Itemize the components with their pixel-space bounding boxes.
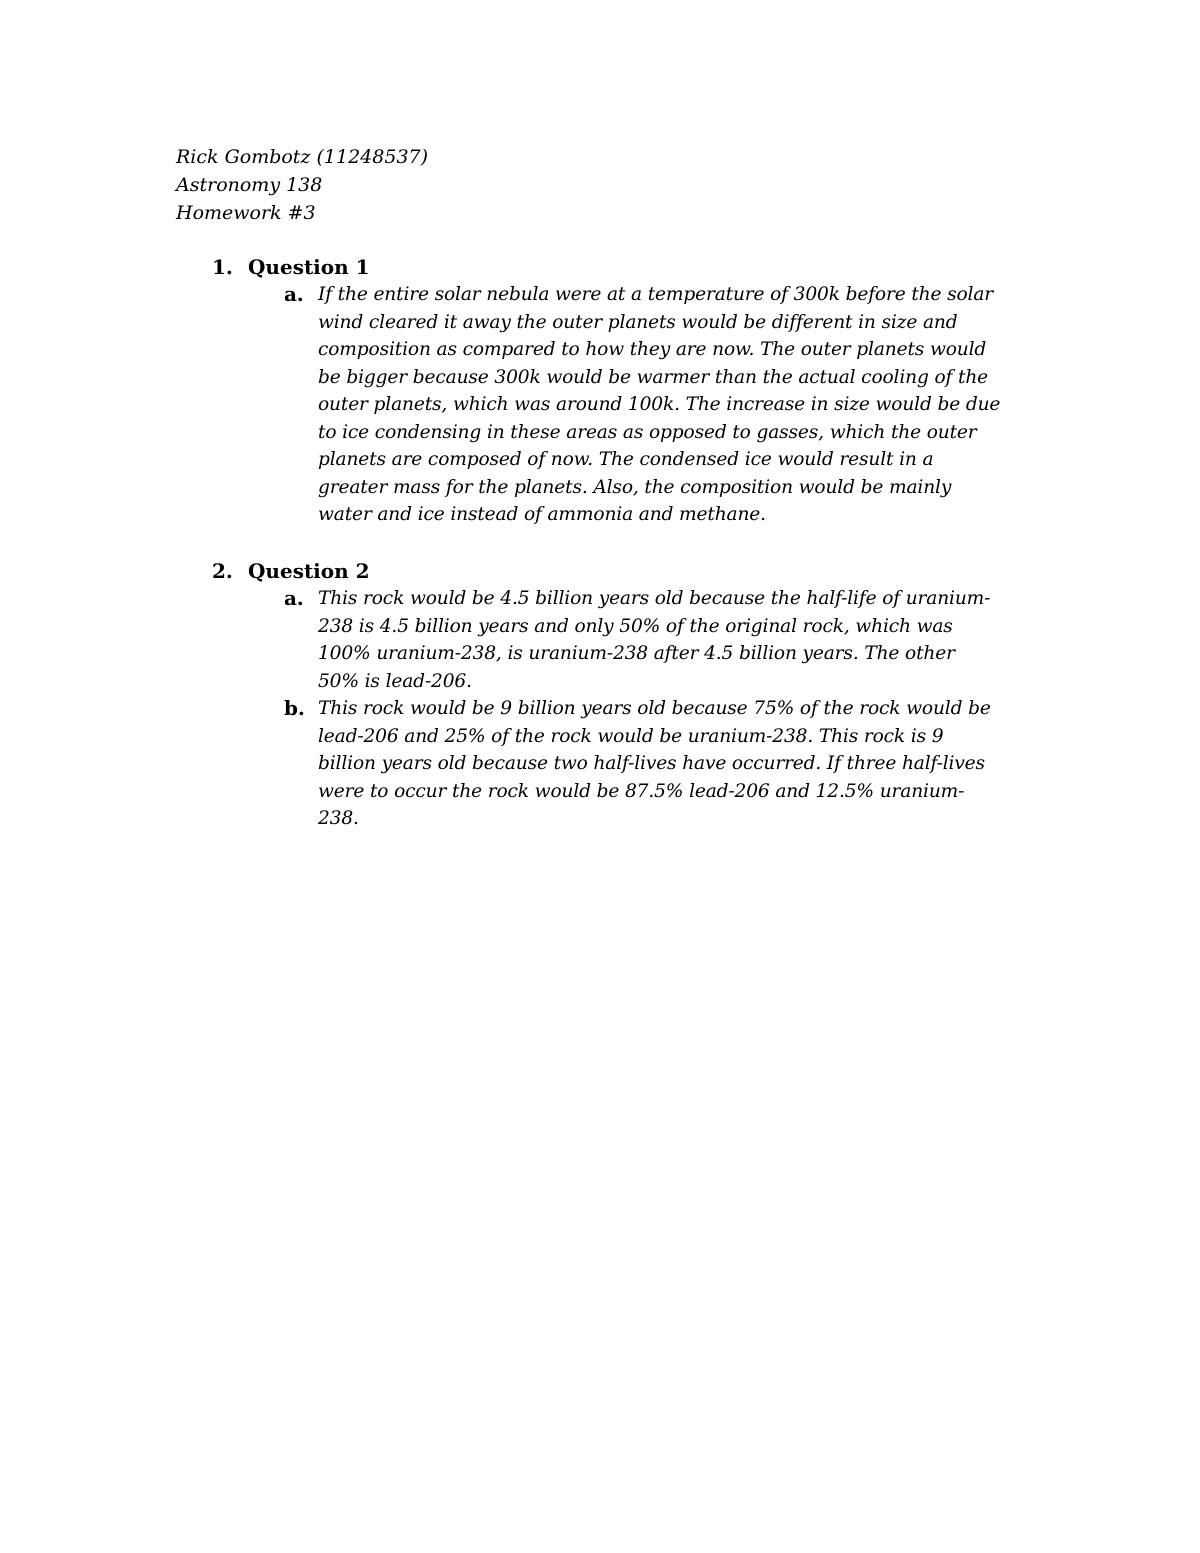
answer-letter: b. [284,696,305,720]
question-heading [212,253,1042,281]
answer-line: wind cleared it away the outer planets would be different in size and [318,311,958,333]
answer-line: 238 is 4.5 billion years and only 50% of the original rock, which was [318,615,953,637]
question-1 [212,253,1042,529]
answer-item [212,585,1042,695]
document-header [176,143,428,227]
answer-line: composition as compared to how they are now. The outer planets would [318,339,987,360]
question-number: 2. [212,559,233,583]
answer-line: billion years old because two half-lives have occurred. If three half-lives [318,753,985,774]
answer-line: greater mass for the planets. Also, the composition would be mainly [318,476,952,498]
question-2 [212,557,1042,833]
answer-letter: a. [284,282,304,306]
answer-line: planets are composed of now. The condensed ice would result in a [318,449,934,470]
assignment-line: Homework #3 [176,202,316,224]
answer-line: 238. [318,808,359,829]
answer-line: 50% is lead-206. [318,670,472,692]
answer-line: be bigger because 300k would be warmer than the actual cooling of the [318,366,989,388]
question-title: Question 2 [248,559,370,583]
answer-line: lead-206 and 25% of the rock would be uranium-238. This rock is 9 [318,725,944,747]
question-number: 1. [212,255,233,279]
answer-line: 100% uranium-238, is uranium-238 after 4.5 billion years. The other [318,643,955,664]
answer-line: were to occur the rock would be 87.5% lead-206 and 12.5% uranium- [318,780,965,802]
answer-item [212,695,1042,833]
answer-line: This rock would be 9 billion years old because 75% of the rock would be [318,698,991,719]
answer-item [212,281,1042,529]
question-title: Question 1 [248,255,370,279]
student-name-line: Rick Gombotz (11248537) [176,146,429,168]
answer-line: to ice condensing in these areas as opposed to gasses, which the outer [318,421,977,443]
question-heading [212,557,1042,585]
course-line: Astronomy 138 [176,174,323,196]
answer-line: This rock would be 4.5 billion years old because the half-life of uranium- [318,588,991,609]
answer-line: If the entire solar nebula were at a temperature of 300k before the solar [318,284,993,305]
answer-line: water and ice instead of ammonia and methane. [318,504,766,525]
answer-line: outer planets, which was around 100k. The increase in size would be due [318,394,1001,415]
answer-letter: a. [284,586,304,610]
